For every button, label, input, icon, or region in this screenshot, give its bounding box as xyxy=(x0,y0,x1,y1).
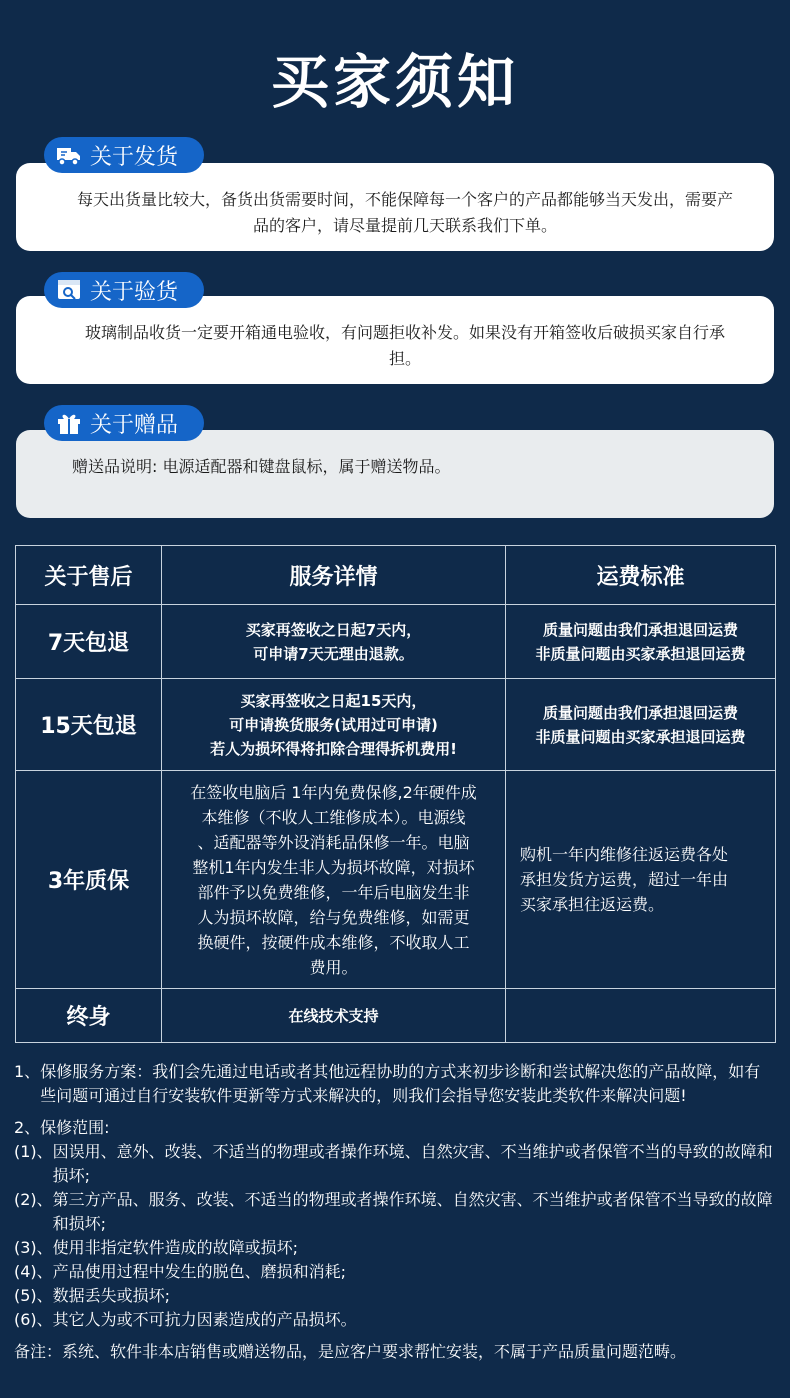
table-row xyxy=(16,679,776,771)
header-service-detail: 服务详情 xyxy=(162,546,506,605)
gift-label: 关于赠品 xyxy=(90,412,179,438)
detail-line: 费用。 xyxy=(309,957,358,977)
page-title: 买家须知 xyxy=(270,48,519,116)
note-number: (6)、 xyxy=(14,1310,53,1329)
row-label: 15天包退 xyxy=(16,679,162,771)
row-label: 终身 xyxy=(16,989,162,1043)
detail-line: 整机1年内发生非人为损坏故障，对损坏 xyxy=(192,857,475,877)
gift-text: 赠送品说明: 电源适配器和键盘鼠标，属于赠送物品。 xyxy=(72,457,451,476)
detail-line: 、适配器等外设消耗品保修一年。电脑 xyxy=(197,832,470,852)
note-text: 产品使用过程中发生的脱色、磨损和消耗; xyxy=(52,1262,347,1281)
shipping-detail xyxy=(506,771,776,989)
inspection-card xyxy=(16,296,774,384)
remark: 备注：系统、软件非本店销售或赠送物品，是应客户要求帮忙安装，不属于产品质量问题范畴。 xyxy=(14,1342,687,1361)
delivery-card xyxy=(16,163,774,251)
table-row xyxy=(16,989,776,1043)
note-item xyxy=(14,1284,776,1308)
inspection-text: 玻璃制品收货一定要开箱通电验收，有问题拒收补发。如果没有开箱签收后破损买家自行承担。 xyxy=(84,323,725,368)
shipping-line: 质量问题由我们承担退回运费 xyxy=(542,703,738,722)
inspection-pill xyxy=(44,272,204,308)
note-number: (4)、 xyxy=(14,1262,53,1281)
note-item xyxy=(14,1188,776,1236)
row-label: 7天包退 xyxy=(16,605,162,679)
shipping-line: 非质量问题由买家承担退回运费 xyxy=(535,644,746,663)
note-number: (1)、 xyxy=(14,1142,53,1161)
note-item xyxy=(14,1060,776,1108)
shipping-line: 买家承担往返运费。 xyxy=(520,895,665,914)
detail-line: 人为损坏故障，给与免费维修，如需更 xyxy=(197,907,470,927)
warranty-notes xyxy=(14,1060,776,1364)
service-detail xyxy=(162,989,506,1043)
shipping-line: 非质量问题由买家承担退回运费 xyxy=(535,727,746,746)
note-item xyxy=(14,1236,776,1260)
note-text: 第三方产品、服务、改装、不适当的物理或者操作环境、自然灾害、不当维护或者保管不当导致的故障和损坏; xyxy=(52,1190,773,1233)
table-row xyxy=(16,771,776,989)
table-row xyxy=(16,605,776,679)
delivery-pill xyxy=(44,137,204,173)
shipping-line: 购机一年内维修往返运费各处 xyxy=(520,845,729,864)
detail-line: 可申请7天无理由退款。 xyxy=(253,644,414,663)
table-header-row xyxy=(16,546,776,605)
service-detail xyxy=(162,679,506,771)
shipping-line: 承担发货方运费，超过一年由 xyxy=(520,870,729,889)
note-number: (2)、 xyxy=(14,1190,53,1209)
detail-line: 若人为损坏得将扣除合理得拆机费用! xyxy=(210,739,457,758)
detail-line: 可申请换货服务(试用过可申请) xyxy=(229,715,438,734)
note-item xyxy=(14,1308,776,1332)
note-text: 其它人为或不可抗力因素造成的产品损坏。 xyxy=(52,1310,357,1329)
inspection-label: 关于验货 xyxy=(90,279,179,305)
row-label: 3年质保 xyxy=(16,771,162,989)
note-heading: 2、保修范围: xyxy=(14,1118,110,1137)
shipping-detail xyxy=(506,679,776,771)
gift-card xyxy=(16,430,774,518)
detail-line: 在线技术支持 xyxy=(288,1006,379,1025)
detail-line: 本维修（不收人工维修成本）。电源线 xyxy=(201,807,466,827)
note-item xyxy=(14,1260,776,1284)
inspection-magnifier-icon xyxy=(56,277,82,303)
note-text: 数据丢失或损坏; xyxy=(52,1286,171,1305)
service-detail xyxy=(162,771,506,989)
detail-line: 换硬件，按硬件成本维修，不收取人工 xyxy=(197,932,470,952)
header-after-sales: 关于售后 xyxy=(16,546,162,605)
shipping-line: 质量问题由我们承担退回运费 xyxy=(542,620,738,639)
note-text: 因误用、意外、改装、不适当的物理或者操作环境、自然灾害、不当维护或者保管不当的导致的故障和损坏; xyxy=(52,1142,773,1185)
gift-icon xyxy=(56,410,82,436)
detail-line: 在签收电脑后 1年内免费保修,2年硬件成 xyxy=(190,782,477,802)
delivery-label: 关于发货 xyxy=(90,144,179,170)
note-item xyxy=(14,1140,776,1188)
header-shipping: 运费标准 xyxy=(506,546,776,605)
delivery-text: 每天出货量比较大，备货出货需要时间，不能保障每一个客户的产品都能够当天发出，需要产品的客户，请尽量提前几天联系我们下单。 xyxy=(76,190,733,235)
detail-line: 部件予以免费维修，一年后电脑发生非 xyxy=(197,882,470,902)
note-text: 使用非指定软件造成的故障或损坏; xyxy=(52,1238,299,1257)
gift-pill xyxy=(44,405,204,441)
note-number: (3)、 xyxy=(14,1238,53,1257)
note-number: 1、 xyxy=(14,1062,41,1081)
after-sales-table xyxy=(15,545,776,1043)
detail-line: 买家再签收之日起7天内， xyxy=(245,620,422,639)
delivery-truck-icon xyxy=(56,142,82,168)
service-detail xyxy=(162,605,506,679)
note-text: 保修服务方案：我们会先通过电话或者其他远程协助的方式来初步诊断和尝试解决您的产品故障，如有些问题可通过自行安装软件更新等方式来解决的，则我们会指导您安装此类软件来解决问题! xyxy=(40,1062,761,1105)
shipping-detail xyxy=(506,989,776,1043)
note-number: (5)、 xyxy=(14,1286,53,1305)
shipping-detail xyxy=(506,605,776,679)
detail-line: 买家再签收之日起15天内， xyxy=(240,691,427,710)
